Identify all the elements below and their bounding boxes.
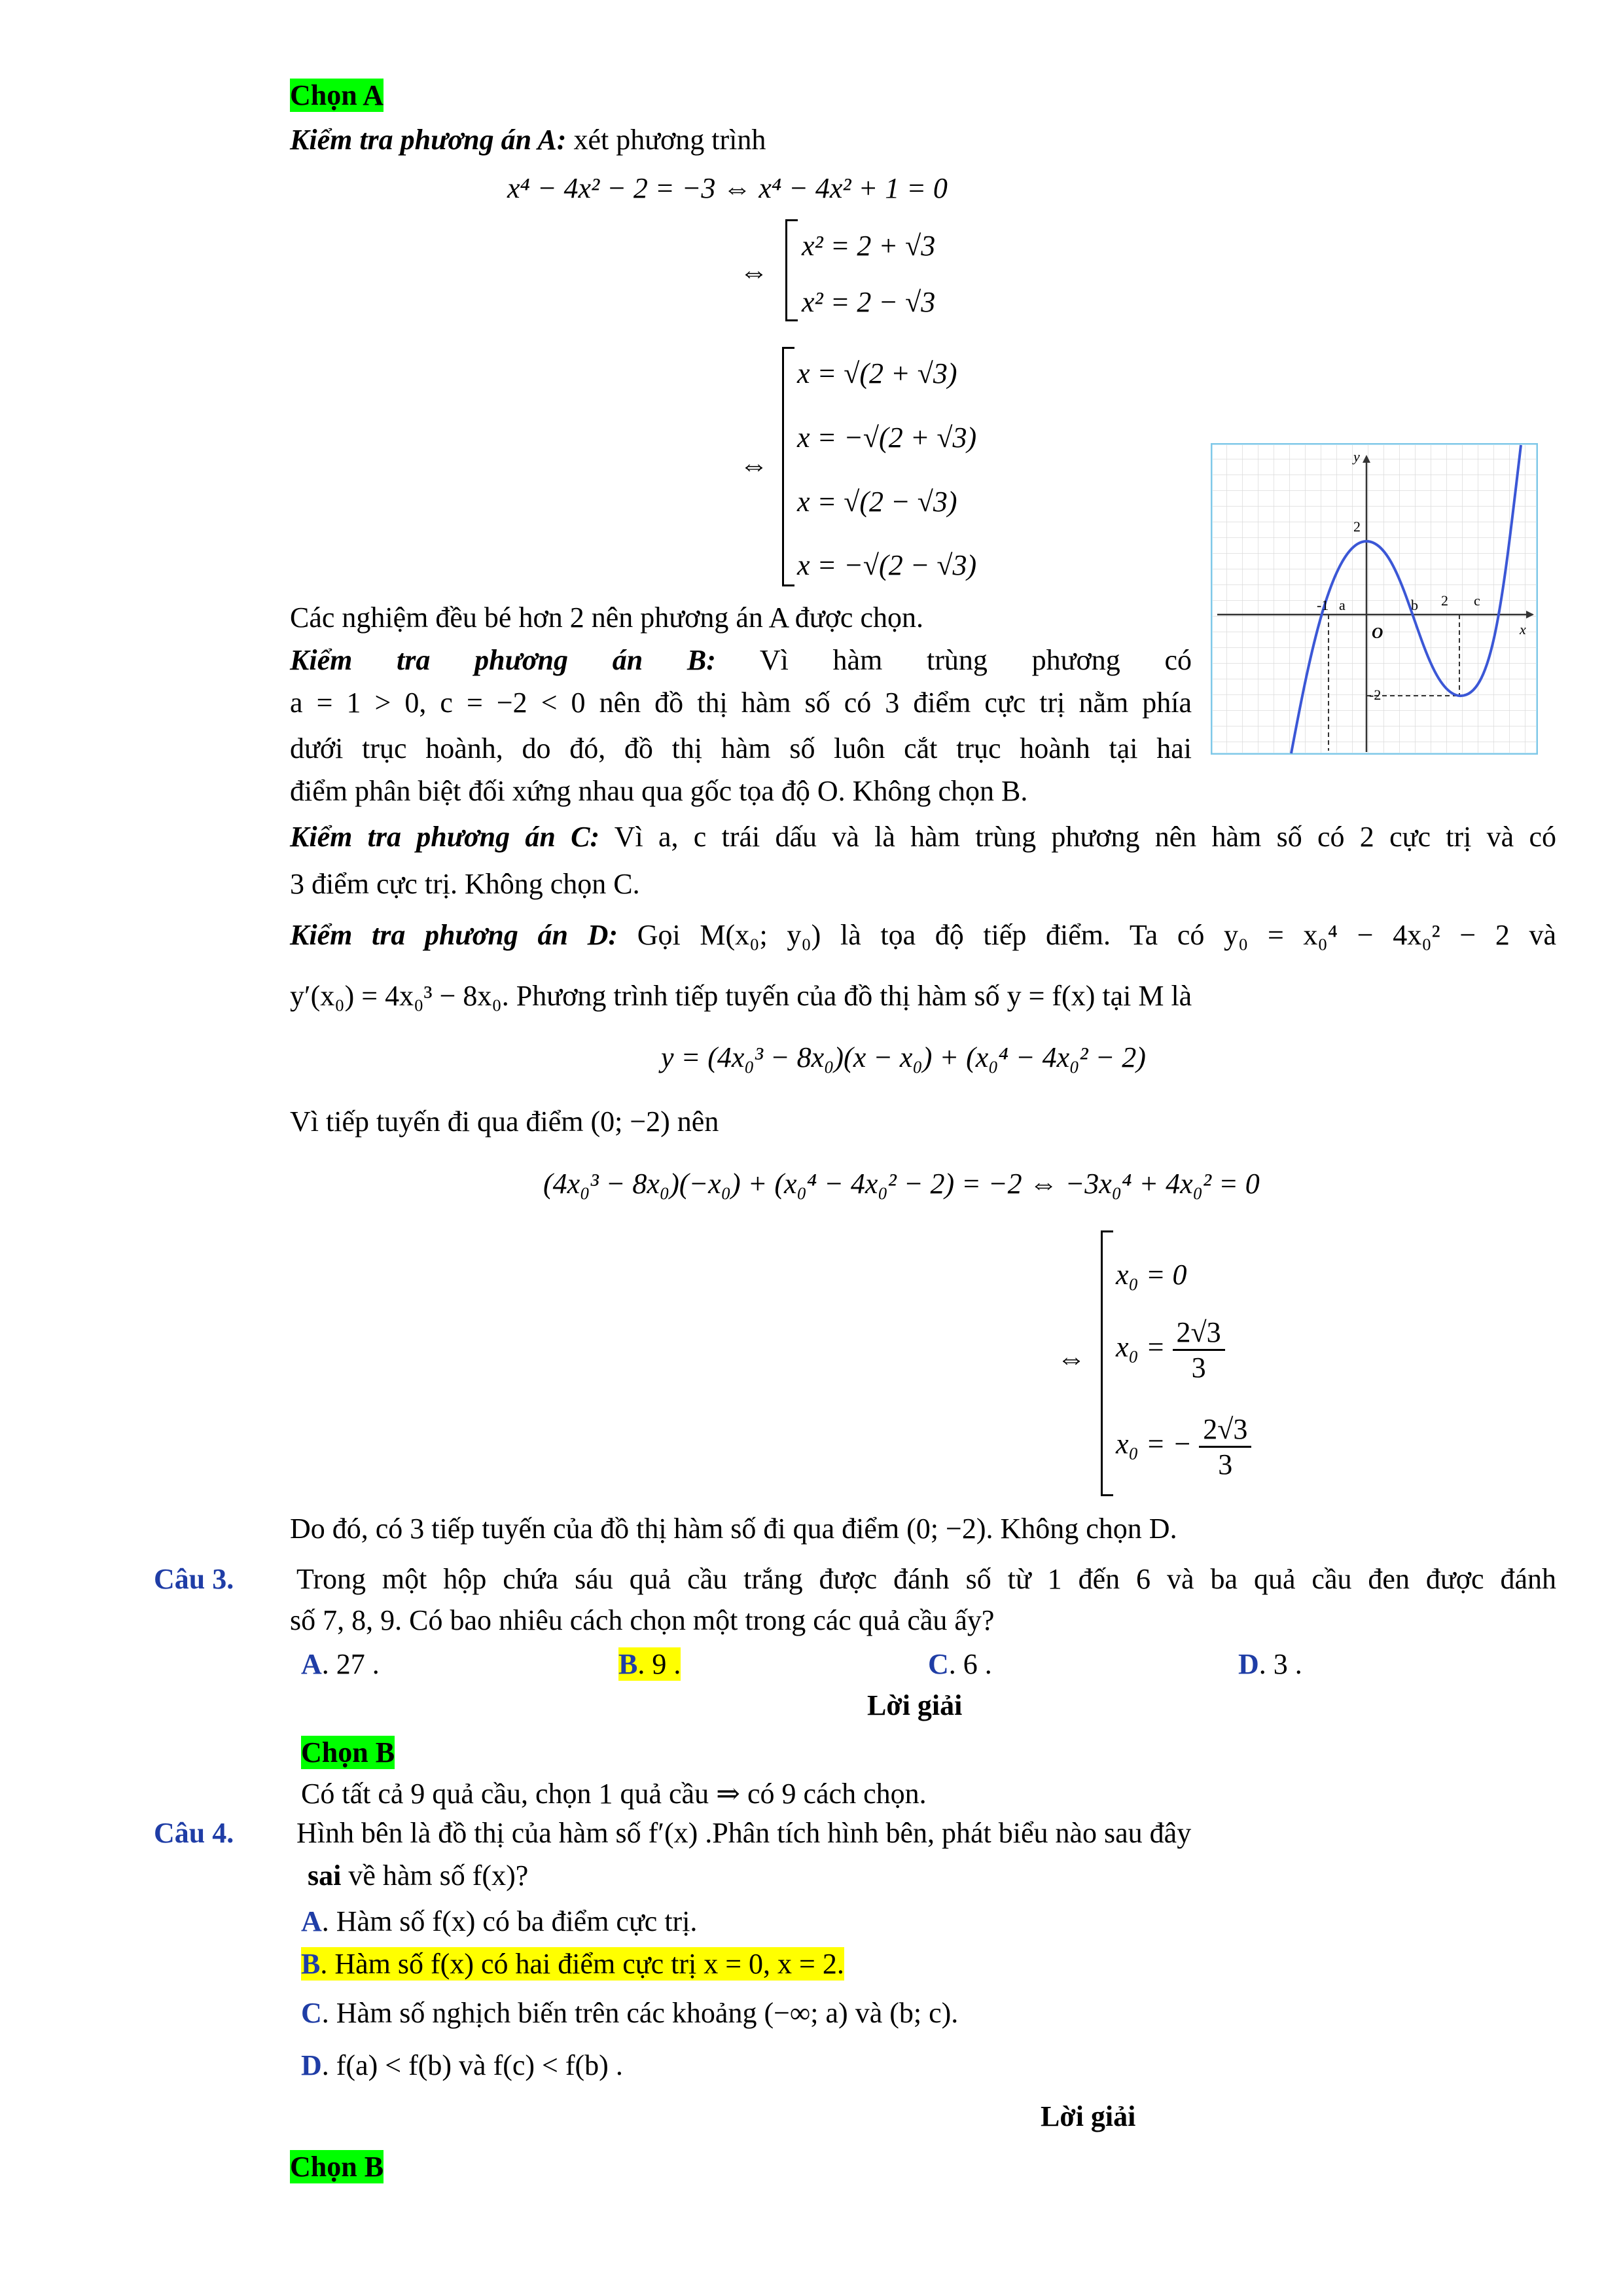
- q3-option-d: D. 3 .: [1238, 1648, 1302, 1680]
- equation-2-line-1: x² = 2 + √3: [802, 230, 936, 262]
- question-3-solution: Có tất cả 9 quả cầu, chọn 1 quả cầu ⇒ có 9 cách chọn.: [301, 1778, 927, 1810]
- check-a-heading: Kiểm tra phương án A:: [290, 124, 567, 156]
- equation-3-line-1: x = √(2 + √3): [797, 357, 957, 389]
- equation-3-line-4: x = −√(2 − √3): [797, 549, 977, 581]
- check-d-heading: Kiểm tra phương án D:: [290, 919, 618, 951]
- equation-5: (4x₀³ − 8x₀)(−x₀) + (x₀⁴ − 4x₀² − 2) = −2 ⇔ −3x₀⁴ + 4x₀² = 0: [543, 1168, 1260, 1200]
- q3-option-b: B. 9 .: [618, 1648, 681, 1680]
- equation-1: x⁴ − 4x² − 2 = −3 ⇔ x⁴ − 4x² + 1 = 0: [507, 172, 948, 204]
- question-3-line-1: Trong một hộp chứa sáu quả cầu trắng được đánh số từ 1 đến 6 và ba quả cầu đen được đánh: [296, 1563, 1556, 1595]
- question-3-line-2: số 7, 8, 9. Có bao nhiêu cách chọn một trong các quả cầu ấy?: [290, 1604, 995, 1636]
- check-d-conclusion: Do đó, có 3 tiếp tuyến của đồ thị hàm số đi qua điểm (0; −2). Không chọn D.: [290, 1513, 1177, 1545]
- fraction: $\frac{2√3}{3}$: [1173, 1316, 1225, 1384]
- q4-option-b: B. Hàm số f(x) có hai điểm cực trị x = 0, x = 2.: [301, 1948, 844, 1980]
- check-b-line-3: dưới trục hoành, do đó, đồ thị hàm số luôn cắt trục hoành tại hai: [290, 732, 1192, 764]
- equivalence-symbol: ⇔: [1057, 1342, 1086, 1374]
- tick-label-c: c: [1474, 592, 1480, 609]
- solution-heading: Lời giải: [867, 1689, 963, 1721]
- check-a-conclusion: Các nghiệm đều bé hơn 2 nên phương án A được chọn.: [290, 601, 923, 634]
- tick-label-b: b: [1411, 597, 1418, 613]
- check-b-line-2: a = 1 > 0, c = −2 < 0 nên đồ thị hàm số có 3 điểm cực trị nằm phía: [290, 687, 1192, 719]
- chosen-answer-a: Chọn A: [290, 79, 384, 111]
- function-graph: [1211, 443, 1538, 755]
- question-4-line-1: Hình bên là đồ thị của hàm số f′(x) .Phân tích hình bên, phát biểu nào sau đây: [296, 1817, 1192, 1849]
- chosen-answer-b: Chọn B: [301, 1736, 395, 1768]
- equation-3-line-3: x = √(2 − √3): [797, 486, 957, 518]
- system-bracket: [1101, 1230, 1113, 1496]
- y-axis-label: y: [1353, 448, 1360, 465]
- equation-6-line-2: x₀ = $\frac{2√3}{3}$: [1116, 1316, 1225, 1384]
- q4-option-a: A. Hàm số f(x) có ba điểm cực trị.: [301, 1905, 698, 1937]
- equivalence-symbol: ⇔: [740, 256, 768, 288]
- equation-6-line-3: x₀ = − $\frac{2√3}{3}$: [1116, 1412, 1251, 1481]
- check-c-heading: Kiểm tra phương án C:: [290, 821, 600, 853]
- system-bracket: [785, 219, 798, 321]
- check-a-intro: xét phương trình: [573, 124, 766, 156]
- fraction: $\frac{2√3}{3}$: [1199, 1412, 1251, 1481]
- x-axis-label: x: [1520, 621, 1526, 637]
- question-4-line-2: sai về hàm số f(x)?: [308, 1859, 529, 1892]
- tick-label-2x: 2: [1441, 592, 1448, 609]
- equation-6-line-1: x₀ = 0: [1116, 1259, 1187, 1291]
- question-3-label: Câu 3.: [154, 1563, 234, 1595]
- tick-label-2y: 2: [1353, 518, 1361, 535]
- check-b-heading: Kiểm tra phương án B:: [290, 644, 716, 676]
- check-c-line-1: Kiểm tra phương án C: Vì a, c trái dấu và là hàm trùng phương nên hàm số có 2 cực trị và có: [290, 821, 1556, 853]
- q3-option-a: A. 27 .: [301, 1648, 380, 1680]
- chosen-answer-b-2: Chọn B: [290, 2151, 384, 2183]
- tick-label-neg1: -1: [1317, 597, 1329, 613]
- check-d-line-2: y′(x₀) = 4x₀³ − 8x₀. Phương trình tiếp tuyến của đồ thị hàm số y = f(x) tại M là: [290, 980, 1192, 1012]
- q4-option-d: D. f(a) < f(b) và f(c) < f(b) .: [301, 2049, 623, 2081]
- tick-label-neg2: -2: [1369, 687, 1382, 703]
- equation-4: y = (4x₀³ − 8x₀)(x − x₀) + (x₀⁴ − 4x₀² − 2): [661, 1041, 1146, 1073]
- check-b-line-1: Kiểm tra phương án B: Vì hàm trùng phương có: [290, 644, 1192, 676]
- solution-heading-2: Lời giải: [1041, 2100, 1136, 2132]
- graph-grid: [1213, 445, 1536, 753]
- origin-label: O: [1372, 625, 1383, 642]
- q4-option-c: C. Hàm số nghịch biến trên các khoảng (−∞; a) và (b; c).: [301, 1997, 959, 2029]
- check-d-line-1: Kiểm tra phương án D: Gọi M(x₀; y₀) là tọa độ tiếp điểm. Ta có y₀ = x₀⁴ − 4x₀² − 2 và: [290, 919, 1557, 951]
- equation-2-line-2: x² = 2 − √3: [802, 286, 936, 318]
- q3-option-c: C. 6 .: [928, 1648, 992, 1680]
- tick-label-a: a: [1339, 597, 1346, 613]
- check-d-line-3: Vì tiếp tuyến đi qua điểm (0; −2) nên: [290, 1105, 719, 1138]
- check-c-line-2: 3 điểm cực trị. Không chọn C.: [290, 868, 640, 900]
- equivalence-symbol: ⇔: [740, 449, 768, 481]
- system-bracket: [782, 347, 794, 586]
- question-4-label: Câu 4.: [154, 1817, 234, 1849]
- check-b-line-4: điểm phân biệt đối xứng nhau qua gốc tọa độ O. Không chọn B.: [290, 775, 1028, 807]
- equation-3-line-2: x = −√(2 + √3): [797, 422, 977, 454]
- check-a-line: [290, 123, 766, 156]
